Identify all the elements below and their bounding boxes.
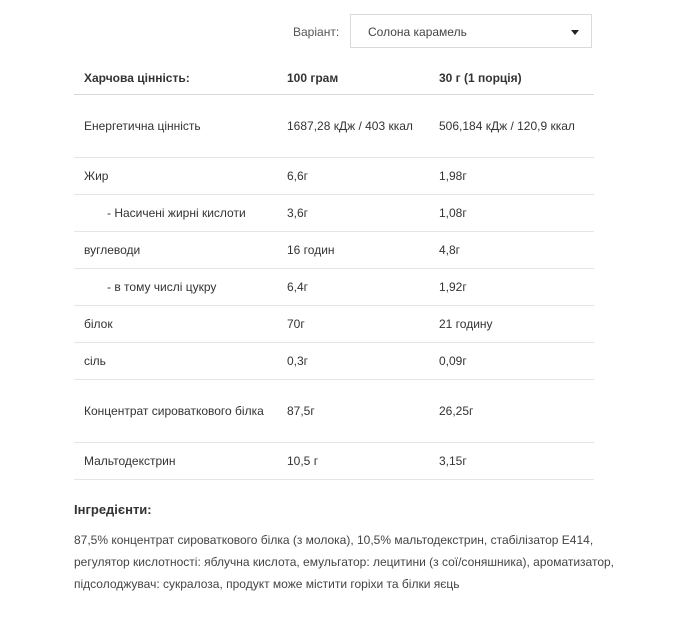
value-per-serving: 4,8г [429, 232, 594, 269]
nutrient-name: Мальтодекстрин [74, 443, 277, 480]
caret-down-icon [571, 30, 579, 35]
value-per-100g: 10,5 г [277, 443, 429, 480]
value-per-serving: 21 годину [429, 306, 594, 343]
nutrient-name: - в тому числі цукру [74, 269, 277, 306]
header-per-100g: 100 грам [277, 62, 429, 95]
table-row [74, 269, 594, 306]
table-row [74, 95, 594, 158]
value-per-serving: 26,25г [429, 380, 594, 443]
table-row [74, 380, 594, 443]
nutrient-name: Енергетична цінність [74, 95, 277, 158]
value-per-serving: 1,92г [429, 269, 594, 306]
value-per-serving: 3,15г [429, 443, 594, 480]
nutrient-name: - Насичені жирні кислоти [74, 195, 277, 232]
table-row [74, 158, 594, 195]
nutrition-table [74, 62, 594, 480]
table-row [74, 195, 594, 232]
value-per-serving: 0,09г [429, 343, 594, 380]
nutrient-name: білок [74, 306, 277, 343]
variant-label: Варіант: [293, 25, 340, 39]
table-row [74, 343, 594, 380]
value-per-serving: 506,184 кДж / 120,9 ккал [429, 95, 594, 158]
variant-row [0, 14, 680, 50]
nutrient-name: Жир [74, 158, 277, 195]
value-per-serving: 1,08г [429, 195, 594, 232]
value-per-100g: 1687,28 кДж / 403 ккал [277, 95, 429, 158]
value-per-serving: 1,98г [429, 158, 594, 195]
table-row [74, 232, 594, 269]
ingredients-title: Інгредієнти: [74, 502, 152, 517]
value-per-100g: 16 годин [277, 232, 429, 269]
header-per-serving: 30 г (1 порція) [429, 62, 594, 95]
nutrient-name: Концентрат сироваткового білка [74, 380, 277, 443]
value-per-100g: 6,6г [277, 158, 429, 195]
value-per-100g: 6,4г [277, 269, 429, 306]
ingredients-section [74, 502, 614, 595]
table-row [74, 306, 594, 343]
value-per-100g: 0,3г [277, 343, 429, 380]
value-per-100g: 87,5г [277, 380, 429, 443]
nutrient-name: вуглеводи [74, 232, 277, 269]
nutrition-header-row [74, 62, 594, 95]
value-per-100g: 70г [277, 306, 429, 343]
value-per-100g: 3,6г [277, 195, 429, 232]
variant-select[interactable] [350, 14, 592, 48]
header-nutrient: Харчова цінність: [74, 62, 277, 95]
variant-selected-value: Солона карамель [368, 25, 467, 39]
ingredients-text: 87,5% концентрат сироваткового білка (з молока), 10,5% мальтодекстрин, стабілізатор E414, регулятор кислотності: яблучна кислота, емульгатор: лецитини (з сої/соняшника), ароматизатор, підсолоджувач: сукралоза, продукт може містити горіхи та білки яєць [74, 533, 615, 591]
nutrient-name: сіль [74, 343, 277, 380]
table-row [74, 443, 594, 480]
